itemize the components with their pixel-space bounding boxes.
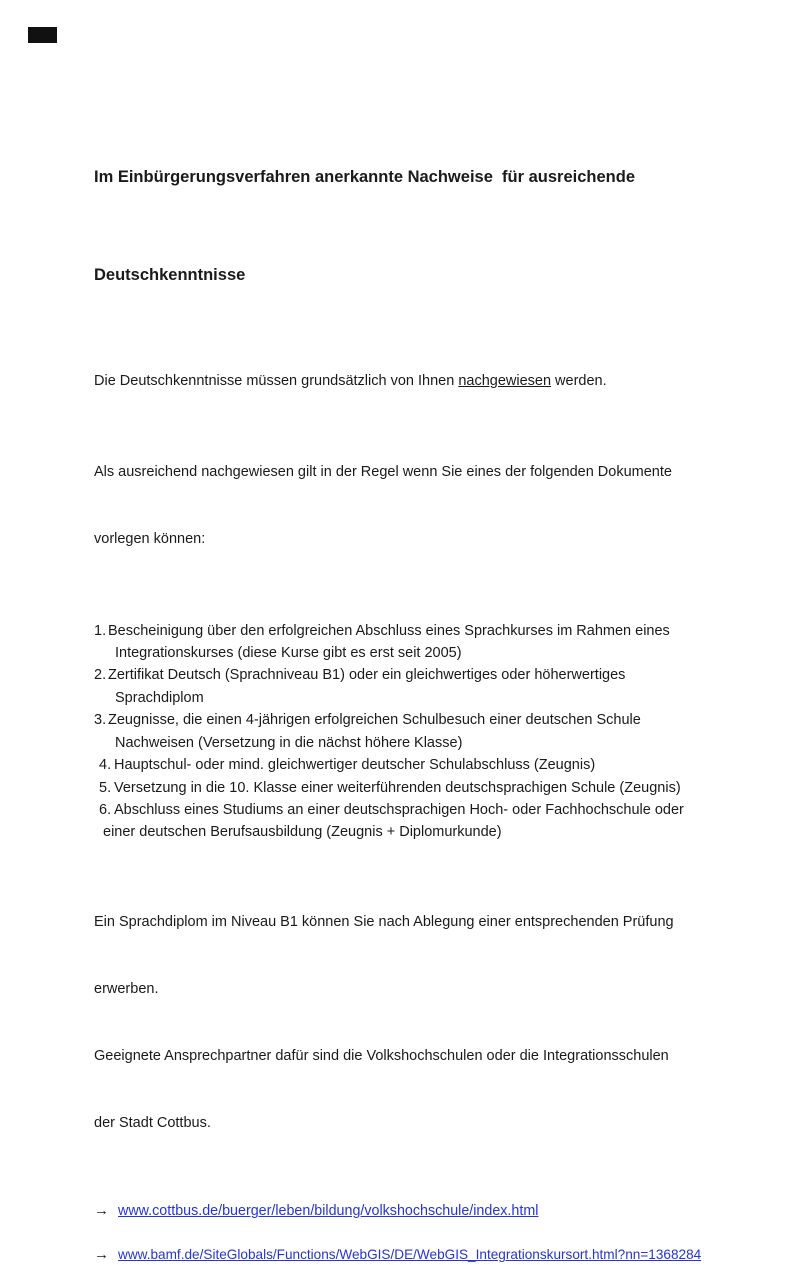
list-item-4 — [99, 754, 734, 776]
document-list — [94, 620, 734, 844]
bamf-hyperlink[interactable]: www.bamf.de/SiteGlobals/Functions/WebGIS/DE/WebGIS_Integrationskursort.html?nn=1368284 — [118, 1247, 702, 1263]
note-line-1: Ein Sprachdiplom im Niveau B1 können Sie nach Ablegung einer entsprechenden Prüfung — [94, 913, 674, 930]
list-item-text: Bescheinigung über den erfolgreichen Abschluss eines Sprachkurses im Rahmen eines — [108, 622, 670, 639]
intro-paragraph — [94, 370, 734, 392]
list-item-text: Abschluss eines Studiums an einer deutschsprachigen Hoch- oder Fachhochschule oder — [114, 801, 684, 818]
diploma-note-paragraph — [94, 866, 734, 1180]
list-item-text: Versetzung in die 10. Klasse einer weiterführenden deutschsprachigen Schule (Zeugnis) — [114, 779, 681, 796]
list-item-text: Hauptschul- oder mind. gleichwertiger deutscher Schulabschluss (Zeugnis) — [114, 757, 596, 774]
requirement-line-1: Als ausreichend nachgewiesen gilt in der Regel wenn Sie eines der folgenden Dokumente — [94, 464, 672, 481]
link-row-bamf — [94, 1245, 734, 1265]
arrow-right-icon: → — [94, 1246, 109, 1264]
list-item-text: Zeugnisse, die einen 4-jährigen erfolgreichen Schulbesuch einer deutschen Schule — [108, 712, 641, 729]
vhs-hyperlink[interactable]: www.cottbus.de/buerger/leben/bildung/volkshochschule/index.html — [118, 1203, 539, 1220]
list-item-2 — [94, 664, 734, 709]
list-item-number: 5. — [99, 779, 112, 796]
list-item-number: 2. — [94, 667, 107, 684]
intro-underlined-word: nachgewiesen — [458, 373, 552, 389]
intro-text-before: Die Deutschkenntnisse müssen grundsätzlich von Ihnen — [94, 373, 459, 389]
list-item-6 — [99, 799, 734, 844]
list-item-text: Sprachdiplom — [115, 689, 204, 706]
note-line-3: Geeignete Ansprechpartner dafür sind die Volkshochschulen oder die Integrationsschulen — [94, 1047, 669, 1064]
page-title — [94, 96, 714, 356]
list-item-1 — [94, 620, 734, 665]
corner-mark — [28, 27, 57, 43]
list-item-text: Nachweisen (Versetzung in die nächst höhere Klasse) — [115, 734, 463, 751]
page-title-line-1: Im Einbürgerungsverfahren anerkannte Nachweise für ausreichende — [94, 168, 636, 186]
note-line-2: erwerben. — [94, 980, 159, 997]
list-item-text: Integrationskurses (diese Kurse gibt es erst seit 2005) — [115, 645, 462, 662]
page-title-line-2: Deutschkenntnisse — [94, 265, 246, 284]
list-item-text: einer deutschen Berufsausbildung (Zeugnis + Diplomurkunde) — [103, 824, 502, 841]
note-line-4: der Stadt Cottbus. — [94, 1115, 211, 1132]
requirement-paragraph — [94, 416, 734, 595]
list-item-number: 4. — [99, 757, 112, 774]
arrow-right-icon: → — [94, 1202, 109, 1220]
list-item-3 — [94, 709, 734, 754]
list-item-number: 6. — [99, 801, 112, 818]
requirement-line-2: vorlegen können: — [94, 531, 206, 548]
intro-text-after: werden. — [551, 373, 607, 389]
list-item-number: 3. — [94, 712, 107, 729]
list-item-number: 1. — [94, 622, 107, 639]
list-item-5 — [99, 777, 734, 799]
list-item-text: Zertifikat Deutsch (Sprachniveau B1) oder ein gleichwertiges oder höherwertiges — [108, 667, 626, 684]
link-row-vhs — [94, 1201, 734, 1221]
